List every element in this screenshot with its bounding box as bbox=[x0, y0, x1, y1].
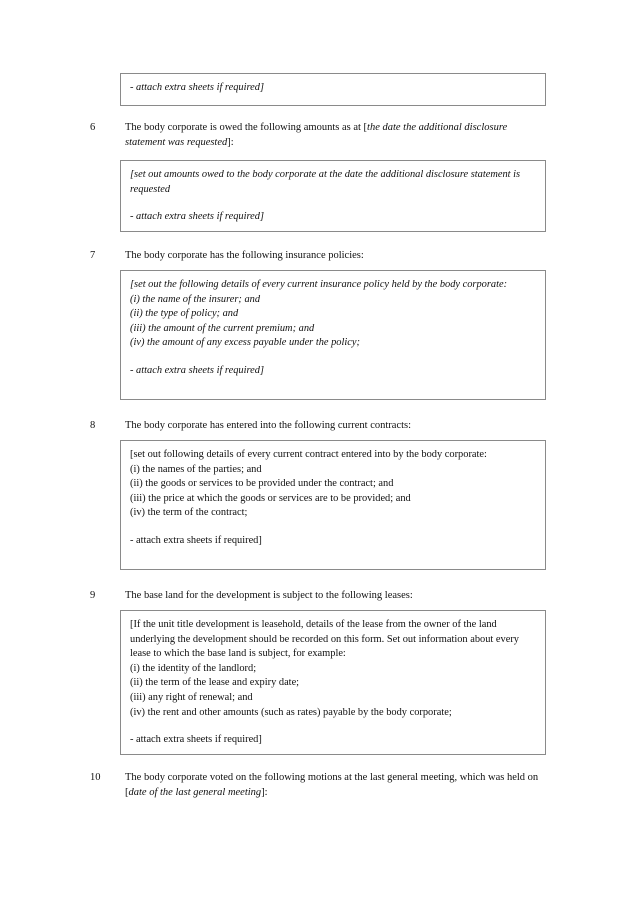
clause-10-text bbox=[125, 770, 550, 800]
clause-10-number: 10 bbox=[90, 772, 101, 783]
answer-box-continuation-content bbox=[121, 74, 545, 102]
box-line: (ii) the term of the lease and expiry date; bbox=[130, 677, 300, 689]
clause-7-number: 7 bbox=[90, 250, 96, 261]
box-line: (iii) the amount of the current premium; and bbox=[130, 322, 315, 334]
clause-6-trail: ]: bbox=[227, 137, 234, 149]
answer-box-current-contracts-content bbox=[121, 441, 545, 555]
clause-7-text bbox=[125, 248, 550, 263]
clause-8 bbox=[90, 418, 550, 433]
answer-box-insurance-policies[interactable] bbox=[120, 270, 546, 400]
clause-6-text bbox=[125, 120, 550, 150]
clause-8-text bbox=[125, 418, 550, 433]
box-line: [set out following details of every current contract entered into by the body corporate: bbox=[130, 449, 487, 460]
box-line: (i) the names of the parties; and bbox=[130, 463, 262, 475]
box-line: (iii) any right of renewal; and bbox=[130, 691, 253, 703]
answer-box-current-contracts[interactable] bbox=[120, 440, 546, 570]
answer-box-base-land-leases-content bbox=[121, 611, 545, 754]
box-line: (i) the identity of the landlord; bbox=[130, 662, 257, 674]
clause-10-trail: ]: bbox=[261, 787, 268, 799]
clause-7-lead: The body corporate has the following insurance policies: bbox=[125, 250, 364, 261]
box-line: - attach extra sheets if required] bbox=[130, 82, 264, 93]
answer-box-amounts-owed-content bbox=[121, 161, 545, 231]
box-line: - attach extra sheets if required] bbox=[130, 734, 262, 746]
answer-box-continuation[interactable] bbox=[120, 73, 546, 106]
clause-9-text bbox=[125, 588, 550, 603]
box-line: [set out the following details of every current insurance policy held by the body corporate: bbox=[130, 279, 508, 290]
clause-6-lead: The body corporate is owed the following amounts as at [ bbox=[125, 122, 368, 133]
answer-box-base-land-leases[interactable] bbox=[120, 610, 546, 755]
clause-10-lead: The body corporate voted on the following motions at the last general meeting, which was held on [ bbox=[125, 772, 539, 799]
clause-10 bbox=[90, 770, 550, 800]
box-spacer bbox=[130, 720, 536, 733]
clause-9-number: 9 bbox=[90, 590, 96, 601]
box-line: (iv) the rent and other amounts (such as rates) payable by the body corporate; bbox=[130, 706, 452, 718]
box-line: (iv) the term of the contract; bbox=[130, 507, 248, 519]
box-line: [If the unit title development is leasehold, details of the lease from the owner of the land underlying the development should be recorded on this form. Set out information about every lease to which the base land is subject, for example: bbox=[130, 619, 522, 660]
clause-6-emphasis: the date the additional disclosure statement was requested bbox=[125, 122, 508, 149]
box-line: - attach extra sheets if required] bbox=[130, 534, 262, 546]
answer-box-insurance-policies-content bbox=[121, 271, 545, 385]
clause-9 bbox=[90, 588, 550, 603]
box-spacer bbox=[130, 197, 536, 210]
clause-6-number: 6 bbox=[90, 122, 96, 133]
box-line: - attach extra sheets if required] bbox=[130, 211, 264, 223]
box-spacer bbox=[130, 521, 536, 534]
box-line: (ii) the goods or services to be provided under the contract; and bbox=[130, 478, 394, 490]
clause-9-lead: The base land for the development is subject to the following leases: bbox=[125, 590, 413, 601]
box-line: (iii) the price at which the goods or services are to be provided; and bbox=[130, 492, 411, 504]
clause-6 bbox=[90, 120, 550, 150]
answer-box-amounts-owed[interactable] bbox=[120, 160, 546, 232]
clause-8-number: 8 bbox=[90, 420, 96, 431]
clause-8-lead: The body corporate has entered into the following current contracts: bbox=[125, 420, 412, 431]
clause-10-emphasis: date of the last general meeting bbox=[128, 787, 262, 799]
box-line: (i) the name of the insurer; and bbox=[130, 293, 261, 305]
box-line: (ii) the type of policy; and bbox=[130, 308, 239, 320]
box-spacer bbox=[130, 351, 536, 364]
box-line: (iv) the amount of any excess payable under the policy; bbox=[130, 337, 360, 349]
box-line: - attach extra sheets if required] bbox=[130, 364, 264, 376]
box-line: [set out amounts owed to the body corporate at the date the additional disclosure statement is requested bbox=[130, 169, 523, 195]
clause-7 bbox=[90, 248, 550, 263]
